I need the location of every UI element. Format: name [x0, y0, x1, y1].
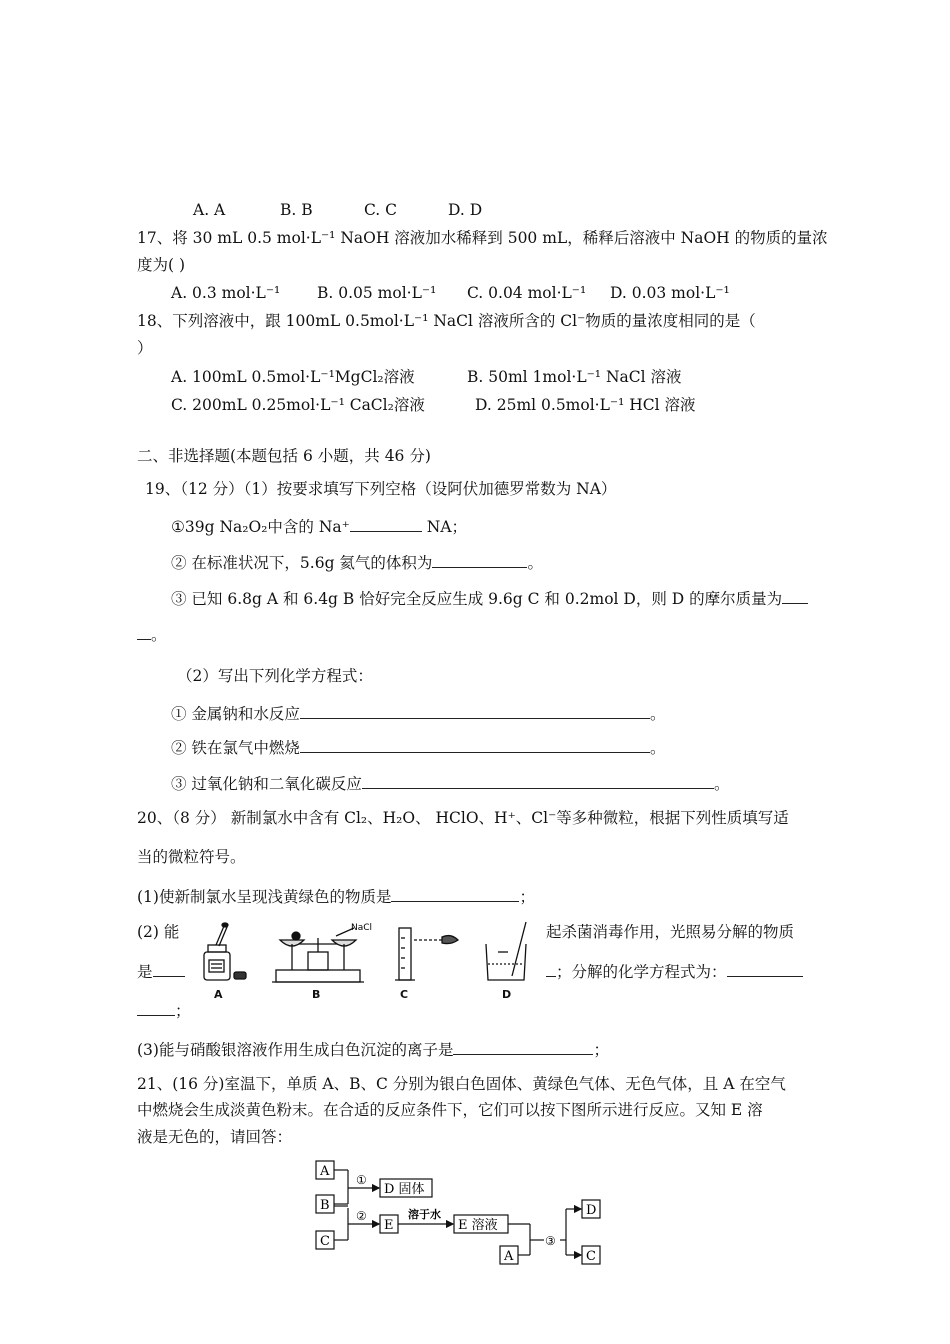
q17-option-d: D. 0.03 mol·L⁻¹: [610, 284, 730, 302]
q19-item2: [171, 551, 543, 574]
q19-item3: [171, 587, 808, 610]
q17-stem-line2: 度为( ): [137, 256, 186, 274]
lab-apparatus-figure: [196, 918, 536, 1004]
beaker-icon: [486, 922, 526, 980]
label-a2: A: [504, 1249, 514, 1264]
reagent-bottle-icon: [204, 923, 246, 980]
q19-item3-blank[interactable]: [782, 587, 808, 604]
figure-label-b: B: [312, 988, 321, 1001]
q19-item1: [171, 515, 467, 538]
reaction-1-label: ①: [356, 1173, 367, 1187]
nacl-label: NaCl: [351, 923, 373, 933]
q20-s1-blank[interactable]: [391, 885, 519, 902]
q20-s2-cont: [137, 999, 191, 1022]
q19-item3-text: ③ 已知 6.8g A 和 6.4g B 恰好完全反应生成 9.6g C 和 0.2mol D，则 D 的摩尔质量为: [171, 590, 783, 608]
q21-line1: 21、(16 分)室温下，单质 A、B、C 分别为银白色固体、黄绿色气体、无色气体，且 A 在空气: [137, 1075, 786, 1093]
balance-icon: [272, 928, 364, 982]
graduated-cylinder-icon: [395, 928, 458, 980]
q17-options: [171, 282, 730, 304]
q20-s2-right1: 起杀菌消毒作用，光照易分解的物质: [546, 923, 795, 941]
q19-eq1-end: 。: [649, 705, 666, 723]
figure-label-a: A: [214, 988, 223, 1001]
q19-eq3-end: 。: [713, 775, 730, 793]
label-c2: C: [586, 1249, 596, 1264]
q20-s1: [137, 885, 535, 908]
q18-stem-line1: 18、下列溶液中，跟 100mL 0.5mol·L⁻¹ NaCl 溶液所含的 Cl⁻物质的量浓度相同的是（: [137, 312, 756, 330]
q16-option-d: D. D: [448, 201, 483, 219]
q19-item1-text: ①39g Na₂O₂中含的 Na⁺: [171, 518, 350, 536]
q16-option-c: C. C: [364, 201, 398, 219]
q19-item3-cont: [137, 623, 167, 646]
label-a: A: [320, 1164, 330, 1179]
q19-eq3-text: ③ 过氧化钠和二氧化碳反应: [171, 775, 362, 793]
q20-s2-left2-text: 是: [137, 963, 153, 981]
q21-line3: 液是无色的，请回答：: [137, 1128, 293, 1146]
q20-s2-blank1[interactable]: [153, 960, 185, 977]
q19-intro: 19、（12 分）（1）按要求填写下列空格（设阿伏加德罗常数为 NA）: [145, 480, 617, 498]
q19-eq2-blank[interactable]: [300, 736, 650, 753]
reaction-flow-diagram: [312, 1158, 612, 1272]
q20-s2-right2: [546, 960, 803, 983]
q16-option-a: A. A: [193, 201, 226, 219]
q20-s3: [137, 1038, 609, 1061]
reaction-3-label: ③: [545, 1234, 556, 1248]
q20-s3-text: (3)能与硝酸银溶液作用生成白色沉淀的离子是: [137, 1041, 454, 1059]
q20-s2-left1: (2) 能: [137, 923, 180, 941]
q18-option-a: A. 100mL 0.5mol·L⁻¹MgCl₂溶液: [171, 368, 415, 386]
q19-eq1-text: ① 金属钠和水反应: [171, 705, 300, 723]
q19-item2-blank[interactable]: [432, 551, 527, 568]
q19-item2-text: ② 在标准状况下，5.6g 氦气的体积为: [171, 554, 433, 572]
label-c: C: [320, 1234, 330, 1249]
q17-option-c: C. 0.04 mol·L⁻¹: [467, 284, 587, 302]
q19-eq3-blank[interactable]: [362, 772, 714, 789]
q18-stem-line2: ）: [137, 339, 153, 357]
q20-s2-left2: [137, 960, 185, 983]
q19-eq1-blank[interactable]: [300, 702, 650, 719]
q19-eq2-end: 。: [649, 739, 666, 757]
label-d2: D: [586, 1203, 597, 1218]
figure-label-d: D: [502, 988, 512, 1001]
q17-stem-line1: 17、将 30 mL 0.5 mol·L⁻¹ NaOH 溶液加水稀释到 500 mL，稀释后溶液中 NaOH 的物质的量浓: [137, 229, 828, 247]
section2-title: 二、非选择题(本题包括 6 小题，共 46 分): [137, 447, 431, 465]
q19-eq1: [171, 702, 665, 725]
q20-s2-right2-text: ；分解的化学方程式为：: [556, 963, 727, 981]
q20-s2-blank4[interactable]: [137, 999, 175, 1016]
q20-s1-text: (1)使新制氯水呈现浅黄绿色的物质是: [137, 888, 392, 906]
q20-s2-cont-end: ；: [175, 1002, 191, 1020]
q19-part2: （2）写出下列化学方程式：: [177, 667, 373, 685]
label-d-solid: D 固体: [384, 1182, 425, 1197]
q17-option-a: A. 0.3 mol·L⁻¹: [171, 284, 281, 302]
q16-option-b: B. B: [280, 201, 313, 219]
q19-item2-end: 。: [527, 554, 543, 572]
q19-item1-unit: NA；: [426, 518, 468, 536]
q19-item3-end: 。: [151, 626, 167, 644]
q20-s3-blank[interactable]: [453, 1038, 593, 1055]
q21-line2: 中燃烧会生成淡黄色粉末。在合适的反应条件下，它们可以按下图所示进行反应。又知 E 溶: [137, 1101, 763, 1119]
q16-options: [193, 199, 482, 221]
q19-item3-blank-cont[interactable]: [137, 623, 151, 640]
q19-eq2: [171, 736, 665, 759]
q18-option-c: C. 200mL 0.25mol·L⁻¹ CaCl₂溶液: [171, 396, 425, 414]
q19-eq3: [171, 772, 729, 795]
label-b: B: [320, 1198, 330, 1213]
q19-eq2-text: ② 铁在氯气中燃烧: [171, 739, 300, 757]
q20-s2-blank2[interactable]: [546, 960, 556, 977]
q19-item1-blank[interactable]: [350, 515, 422, 532]
q17-option-b: B. 0.05 mol·L⁻¹: [317, 284, 437, 302]
q20-s3-end: ；: [593, 1041, 609, 1059]
q20-s2-blank3[interactable]: [727, 960, 803, 977]
figure-label-c: C: [400, 988, 409, 1001]
q20-s1-end: ；: [519, 888, 535, 906]
label-e: E: [384, 1218, 394, 1233]
label-dissolve: 溶于水: [408, 1208, 441, 1221]
q18-option-d: D. 25ml 0.5mol·L⁻¹ HCl 溶液: [475, 396, 696, 414]
q20-line2: 当的微粒符号。: [137, 848, 246, 866]
q18-option-b: B. 50ml 1mol·L⁻¹ NaCl 溶液: [467, 368, 682, 386]
label-e-solution: E 溶液: [458, 1218, 498, 1233]
reaction-2-label: ②: [356, 1209, 367, 1223]
q20-line1: 20、（8 分） 新制氯水中含有 Cl₂、H₂O、 HClO、H⁺、Cl⁻等多种微粒，根据下列性质填写适: [137, 809, 789, 827]
